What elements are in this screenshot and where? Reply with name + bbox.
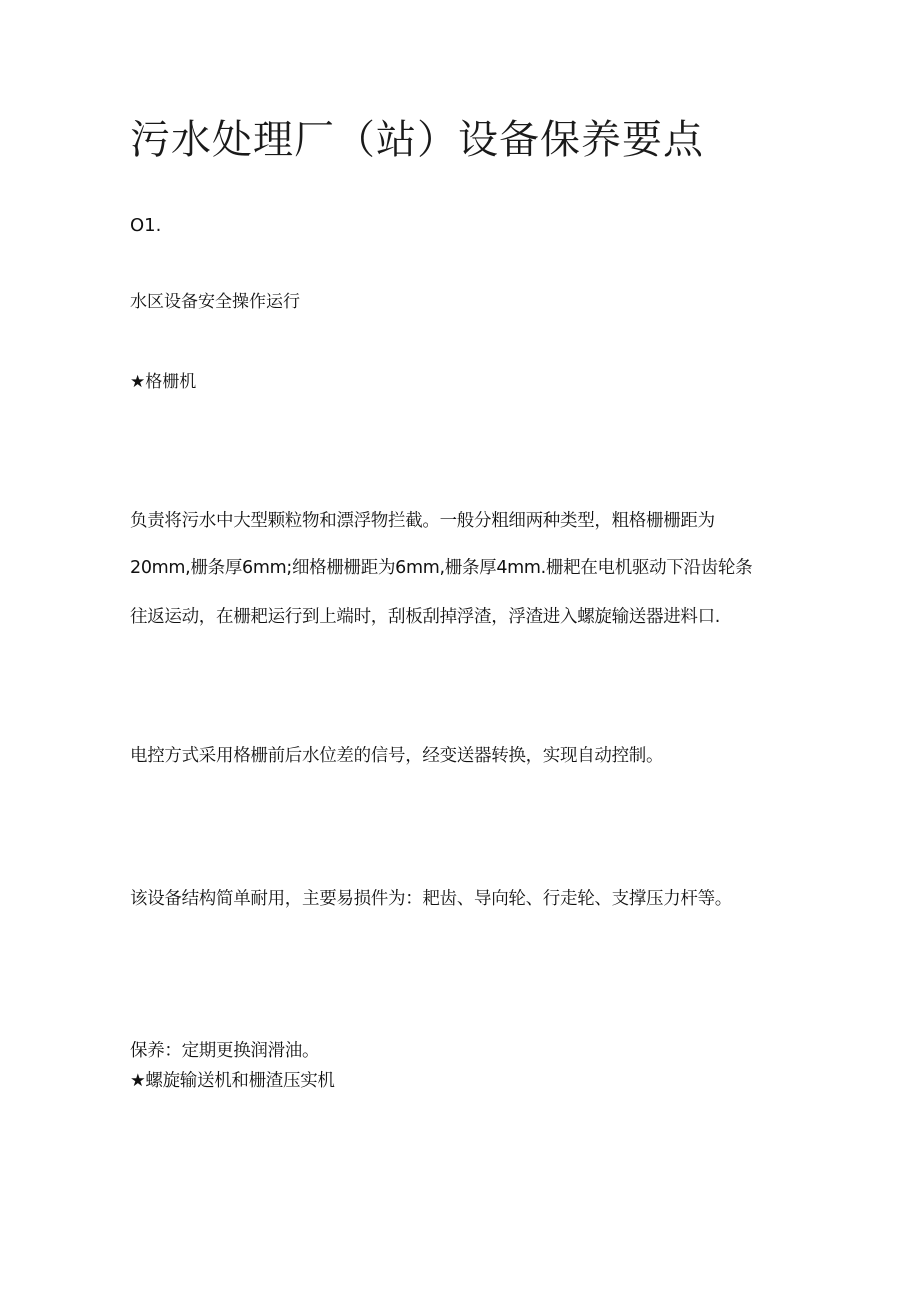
paragraph-wear-parts: 该设备结构简单耐用，主要易损件为：耙齿、导向轮、行走轮、支撑压力杆等。 (130, 889, 732, 909)
section-heading: 水区设备安全操作运行 (130, 292, 300, 312)
page-title: 污水处理厂（站）设备保养要点 (130, 117, 704, 163)
subsection-conveyor-heading: ★螺旋输送机和栅渣压实机 (130, 1071, 335, 1091)
paragraph-grille-line: 往返运动，在栅耙运行到上端时，刮板刮掉浮渣，浮渣进入螺旋输送器进料口. (130, 607, 721, 627)
paragraph-grille-line: 负责将污水中大型颗粒物和漂浮物拦截。一般分粗细两种类型，粗格栅栅距为 (130, 511, 715, 531)
section-number: O1. (130, 215, 162, 236)
paragraph-control: 电控方式采用格栅前后水位差的信号，经变送器转换，实现自动控制。 (130, 746, 664, 766)
paragraph-grille-line: 20mm,栅条厚6mm;细格栅栅距为6mm,栅条厚4mm.栅耙在电机驱动下沿齿轮条 (130, 558, 753, 578)
paragraph-maintenance: 保养：定期更换润滑油。 (130, 1041, 320, 1061)
subsection-grille-heading: ★格栅机 (130, 372, 197, 392)
